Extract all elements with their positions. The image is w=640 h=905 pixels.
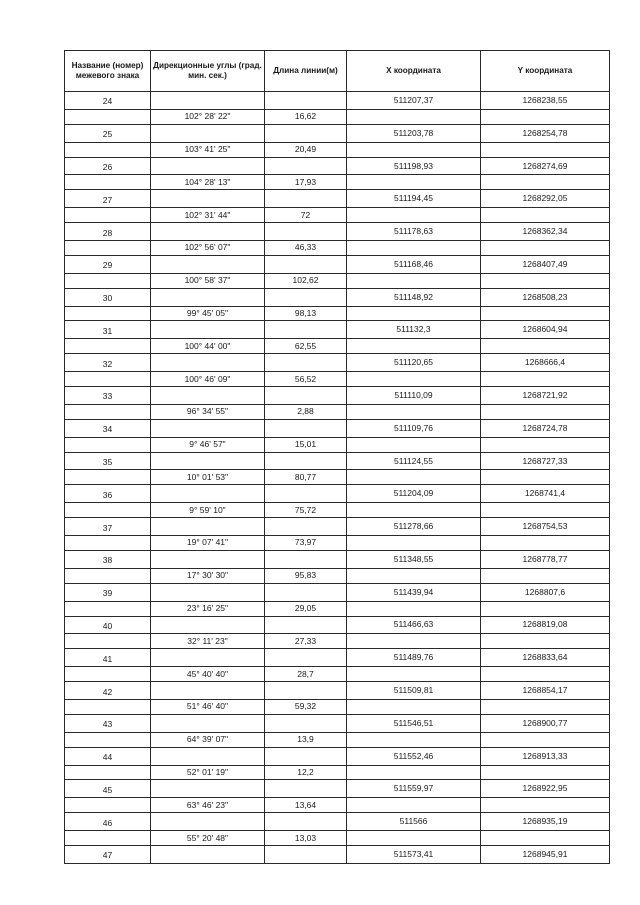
segment-row — [65, 470, 610, 485]
direction-angle: 96° 34' 55" — [151, 404, 265, 419]
point-row — [65, 124, 610, 142]
y-coordinate: 1268727,33 — [481, 452, 610, 470]
x-coordinate: 511489,76 — [347, 649, 481, 667]
direction-angle: 45° 40' 40" — [151, 667, 265, 682]
point-row — [65, 682, 610, 700]
y-coordinate: 1268721,92 — [481, 387, 610, 405]
name-empty — [65, 372, 151, 387]
point-name: 41 — [65, 649, 151, 667]
line-length: 56,52 — [265, 372, 347, 387]
segment-row — [65, 765, 610, 780]
x-empty — [347, 798, 481, 813]
angle-empty — [151, 583, 265, 601]
point-row — [65, 354, 610, 372]
y-coordinate: 1268407,49 — [481, 255, 610, 273]
line-length: 62,55 — [265, 339, 347, 354]
direction-angle: 9° 46' 57" — [151, 437, 265, 452]
point-name: 42 — [65, 682, 151, 700]
x-coordinate: 511204,09 — [347, 485, 481, 503]
x-empty — [347, 142, 481, 157]
line-length: 73,97 — [265, 536, 347, 551]
x-empty — [347, 568, 481, 583]
y-empty — [481, 339, 610, 354]
y-empty — [481, 765, 610, 780]
y-coordinate: 1268238,55 — [481, 92, 610, 110]
direction-angle: 63° 46' 23" — [151, 798, 265, 813]
segment-row — [65, 404, 610, 419]
length-empty — [265, 255, 347, 273]
y-empty — [481, 437, 610, 452]
point-row — [65, 583, 610, 601]
angle-empty — [151, 321, 265, 339]
name-empty — [65, 732, 151, 747]
direction-angle: 64° 39' 07" — [151, 732, 265, 747]
x-empty — [347, 273, 481, 288]
name-empty — [65, 536, 151, 551]
segment-row — [65, 208, 610, 223]
line-length: 16,62 — [265, 109, 347, 124]
point-row — [65, 321, 610, 339]
y-empty — [481, 241, 610, 256]
segment-row — [65, 273, 610, 288]
direction-angle: 103° 41' 25" — [151, 142, 265, 157]
y-coordinate: 1268819,08 — [481, 616, 610, 634]
x-empty — [347, 175, 481, 190]
line-length: 80,77 — [265, 470, 347, 485]
point-name: 47 — [65, 845, 151, 863]
angle-empty — [151, 714, 265, 732]
x-coordinate: 511198,93 — [347, 157, 481, 175]
segment-row — [65, 831, 610, 846]
point-name: 34 — [65, 419, 151, 437]
y-empty — [481, 699, 610, 714]
x-coordinate: 511566 — [347, 813, 481, 831]
x-empty — [347, 667, 481, 682]
x-coordinate: 511178,63 — [347, 223, 481, 241]
point-name: 28 — [65, 223, 151, 241]
x-empty — [347, 732, 481, 747]
direction-angle: 102° 56' 07" — [151, 241, 265, 256]
y-coordinate: 1268833,64 — [481, 649, 610, 667]
y-empty — [481, 372, 610, 387]
x-coordinate: 511573,41 — [347, 845, 481, 863]
point-row — [65, 714, 610, 732]
name-empty — [65, 339, 151, 354]
point-row — [65, 288, 610, 306]
length-empty — [265, 649, 347, 667]
point-name: 30 — [65, 288, 151, 306]
x-coordinate: 511466,63 — [347, 616, 481, 634]
line-length: 98,13 — [265, 306, 347, 321]
y-empty — [481, 470, 610, 485]
point-name: 45 — [65, 780, 151, 798]
segment-row — [65, 536, 610, 551]
name-empty — [65, 175, 151, 190]
name-empty — [65, 306, 151, 321]
x-coordinate: 511546,51 — [347, 714, 481, 732]
length-empty — [265, 813, 347, 831]
angle-empty — [151, 616, 265, 634]
y-coordinate: 1268274,69 — [481, 157, 610, 175]
angle-empty — [151, 354, 265, 372]
direction-angle: 17° 30' 30" — [151, 568, 265, 583]
point-name: 38 — [65, 550, 151, 568]
point-row — [65, 157, 610, 175]
length-empty — [265, 780, 347, 798]
name-empty — [65, 634, 151, 649]
y-empty — [481, 208, 610, 223]
point-name: 40 — [65, 616, 151, 634]
angle-empty — [151, 452, 265, 470]
y-empty — [481, 142, 610, 157]
x-empty — [347, 765, 481, 780]
line-length: 15,01 — [265, 437, 347, 452]
y-empty — [481, 568, 610, 583]
angle-empty — [151, 190, 265, 208]
length-empty — [265, 321, 347, 339]
x-coordinate: 511124,55 — [347, 452, 481, 470]
x-empty — [347, 699, 481, 714]
point-row — [65, 92, 610, 110]
name-empty — [65, 798, 151, 813]
y-empty — [481, 667, 610, 682]
line-length: 27,33 — [265, 634, 347, 649]
segment-row — [65, 732, 610, 747]
x-empty — [347, 339, 481, 354]
segment-row — [65, 798, 610, 813]
length-empty — [265, 452, 347, 470]
direction-angle: 100° 46' 09" — [151, 372, 265, 387]
segment-row — [65, 339, 610, 354]
x-empty — [347, 601, 481, 616]
direction-angle: 9° 59' 10" — [151, 503, 265, 518]
line-length: 72 — [265, 208, 347, 223]
y-coordinate: 1268604,94 — [481, 321, 610, 339]
segment-row — [65, 699, 610, 714]
point-row — [65, 649, 610, 667]
point-row — [65, 223, 610, 241]
point-name: 31 — [65, 321, 151, 339]
x-coordinate: 511207,37 — [347, 92, 481, 110]
point-name: 39 — [65, 583, 151, 601]
line-length: 46,33 — [265, 241, 347, 256]
header-name: Название (номер) межевого знака — [65, 51, 151, 92]
x-empty — [347, 208, 481, 223]
x-coordinate: 511168,46 — [347, 255, 481, 273]
y-coordinate: 1268945,91 — [481, 845, 610, 863]
y-empty — [481, 536, 610, 551]
point-name: 25 — [65, 124, 151, 142]
header-x: X координата — [347, 51, 481, 92]
header-length: Длина линии(м) — [265, 51, 347, 92]
direction-angle: 104° 28' 13" — [151, 175, 265, 190]
y-coordinate: 1268254,78 — [481, 124, 610, 142]
angle-empty — [151, 813, 265, 831]
x-coordinate: 511509,81 — [347, 682, 481, 700]
name-empty — [65, 273, 151, 288]
point-name: 33 — [65, 387, 151, 405]
name-empty — [65, 601, 151, 616]
point-row — [65, 616, 610, 634]
direction-angle: 100° 58' 37" — [151, 273, 265, 288]
point-row — [65, 845, 610, 863]
name-empty — [65, 208, 151, 223]
y-empty — [481, 732, 610, 747]
point-name: 26 — [65, 157, 151, 175]
x-coordinate: 511203,78 — [347, 124, 481, 142]
line-length: 102,62 — [265, 273, 347, 288]
x-empty — [347, 241, 481, 256]
segment-row — [65, 241, 610, 256]
line-length: 13,03 — [265, 831, 347, 846]
segment-row — [65, 109, 610, 124]
angle-empty — [151, 845, 265, 863]
y-empty — [481, 634, 610, 649]
y-coordinate: 1268754,53 — [481, 518, 610, 536]
line-length: 29,05 — [265, 601, 347, 616]
angle-empty — [151, 92, 265, 110]
point-row — [65, 813, 610, 831]
length-empty — [265, 845, 347, 863]
x-coordinate: 511278,66 — [347, 518, 481, 536]
x-empty — [347, 536, 481, 551]
length-empty — [265, 682, 347, 700]
length-empty — [265, 387, 347, 405]
segment-row — [65, 667, 610, 682]
segment-row — [65, 306, 610, 321]
angle-empty — [151, 157, 265, 175]
point-name: 24 — [65, 92, 151, 110]
y-coordinate: 1268724,78 — [481, 419, 610, 437]
x-empty — [347, 634, 481, 649]
length-empty — [265, 157, 347, 175]
point-row — [65, 747, 610, 765]
angle-empty — [151, 255, 265, 273]
segment-row — [65, 601, 610, 616]
direction-angle: 19° 07' 41" — [151, 536, 265, 551]
name-empty — [65, 109, 151, 124]
x-coordinate: 511559,97 — [347, 780, 481, 798]
y-empty — [481, 273, 610, 288]
header-angle: Дирекционные углы (град. мин. сек.) — [151, 51, 265, 92]
y-coordinate: 1268666,4 — [481, 354, 610, 372]
x-coordinate: 511552,46 — [347, 747, 481, 765]
point-row — [65, 452, 610, 470]
length-empty — [265, 714, 347, 732]
name-empty — [65, 470, 151, 485]
line-length: 12,2 — [265, 765, 347, 780]
name-empty — [65, 699, 151, 714]
y-coordinate: 1268362,34 — [481, 223, 610, 241]
x-empty — [347, 109, 481, 124]
angle-empty — [151, 518, 265, 536]
x-empty — [347, 306, 481, 321]
direction-angle: 99° 45' 05" — [151, 306, 265, 321]
point-name: 32 — [65, 354, 151, 372]
y-empty — [481, 175, 610, 190]
point-name: 44 — [65, 747, 151, 765]
name-empty — [65, 404, 151, 419]
angle-empty — [151, 550, 265, 568]
direction-angle: 55° 20' 48" — [151, 831, 265, 846]
y-coordinate: 1268913,33 — [481, 747, 610, 765]
y-coordinate: 1268292,05 — [481, 190, 610, 208]
x-coordinate: 511439,94 — [347, 583, 481, 601]
x-coordinate: 511110,09 — [347, 387, 481, 405]
name-empty — [65, 142, 151, 157]
segment-row — [65, 372, 610, 387]
line-length: 20,49 — [265, 142, 347, 157]
y-empty — [481, 109, 610, 124]
y-coordinate: 1268778,77 — [481, 550, 610, 568]
name-empty — [65, 503, 151, 518]
direction-angle: 102° 28' 22" — [151, 109, 265, 124]
direction-angle: 10° 01' 53" — [151, 470, 265, 485]
name-empty — [65, 241, 151, 256]
length-empty — [265, 223, 347, 241]
name-empty — [65, 765, 151, 780]
segment-row — [65, 634, 610, 649]
angle-empty — [151, 780, 265, 798]
line-length: 28,7 — [265, 667, 347, 682]
length-empty — [265, 583, 347, 601]
length-empty — [265, 485, 347, 503]
line-length: 13,9 — [265, 732, 347, 747]
x-empty — [347, 831, 481, 846]
name-empty — [65, 667, 151, 682]
point-row — [65, 190, 610, 208]
point-row — [65, 550, 610, 568]
angle-empty — [151, 387, 265, 405]
direction-angle: 32° 11' 23" — [151, 634, 265, 649]
angle-empty — [151, 419, 265, 437]
angle-empty — [151, 682, 265, 700]
x-coordinate: 511194,45 — [347, 190, 481, 208]
length-empty — [265, 747, 347, 765]
y-coordinate: 1268807,6 — [481, 583, 610, 601]
point-name: 37 — [65, 518, 151, 536]
angle-empty — [151, 124, 265, 142]
y-coordinate: 1268508,23 — [481, 288, 610, 306]
segment-row — [65, 142, 610, 157]
x-empty — [347, 372, 481, 387]
length-empty — [265, 190, 347, 208]
x-coordinate: 511348,55 — [347, 550, 481, 568]
line-length: 75,72 — [265, 503, 347, 518]
point-name: 29 — [65, 255, 151, 273]
y-coordinate: 1268922,95 — [481, 780, 610, 798]
length-empty — [265, 550, 347, 568]
direction-angle: 23° 16' 25" — [151, 601, 265, 616]
name-empty — [65, 437, 151, 452]
length-empty — [265, 616, 347, 634]
point-name: 35 — [65, 452, 151, 470]
line-length: 13,64 — [265, 798, 347, 813]
direction-angle: 100° 44' 00" — [151, 339, 265, 354]
direction-angle: 52° 01' 19" — [151, 765, 265, 780]
point-row — [65, 780, 610, 798]
segment-row — [65, 437, 610, 452]
point-name: 43 — [65, 714, 151, 732]
line-length: 59,32 — [265, 699, 347, 714]
angle-empty — [151, 485, 265, 503]
point-row — [65, 419, 610, 437]
x-empty — [347, 503, 481, 518]
y-empty — [481, 404, 610, 419]
line-length: 95,83 — [265, 568, 347, 583]
length-empty — [265, 419, 347, 437]
angle-empty — [151, 747, 265, 765]
point-name: 36 — [65, 485, 151, 503]
y-coordinate: 1268900,77 — [481, 714, 610, 732]
y-empty — [481, 503, 610, 518]
segment-row — [65, 503, 610, 518]
line-length: 17,93 — [265, 175, 347, 190]
x-empty — [347, 470, 481, 485]
point-row — [65, 255, 610, 273]
table-body — [65, 92, 610, 864]
x-empty — [347, 437, 481, 452]
x-coordinate: 511148,92 — [347, 288, 481, 306]
x-empty — [347, 404, 481, 419]
y-empty — [481, 601, 610, 616]
name-empty — [65, 831, 151, 846]
angle-empty — [151, 223, 265, 241]
length-empty — [265, 92, 347, 110]
name-empty — [65, 568, 151, 583]
line-length: 2,88 — [265, 404, 347, 419]
direction-angle: 51° 46' 40" — [151, 699, 265, 714]
boundary-coordinates-table — [64, 50, 610, 864]
segment-row — [65, 175, 610, 190]
header-y: Y координата — [481, 51, 610, 92]
y-empty — [481, 306, 610, 321]
angle-empty — [151, 649, 265, 667]
point-name: 27 — [65, 190, 151, 208]
y-coordinate: 1268741,4 — [481, 485, 610, 503]
length-empty — [265, 354, 347, 372]
point-row — [65, 518, 610, 536]
y-empty — [481, 798, 610, 813]
x-coordinate: 511109,76 — [347, 419, 481, 437]
segment-row — [65, 568, 610, 583]
y-coordinate: 1268854,17 — [481, 682, 610, 700]
angle-empty — [151, 288, 265, 306]
y-coordinate: 1268935,19 — [481, 813, 610, 831]
length-empty — [265, 288, 347, 306]
point-row — [65, 485, 610, 503]
direction-angle: 102° 31' 44" — [151, 208, 265, 223]
length-empty — [265, 124, 347, 142]
point-row — [65, 387, 610, 405]
x-coordinate: 511120,65 — [347, 354, 481, 372]
point-name: 46 — [65, 813, 151, 831]
x-coordinate: 511132,3 — [347, 321, 481, 339]
y-empty — [481, 831, 610, 846]
length-empty — [265, 518, 347, 536]
table-header-row — [65, 51, 610, 92]
